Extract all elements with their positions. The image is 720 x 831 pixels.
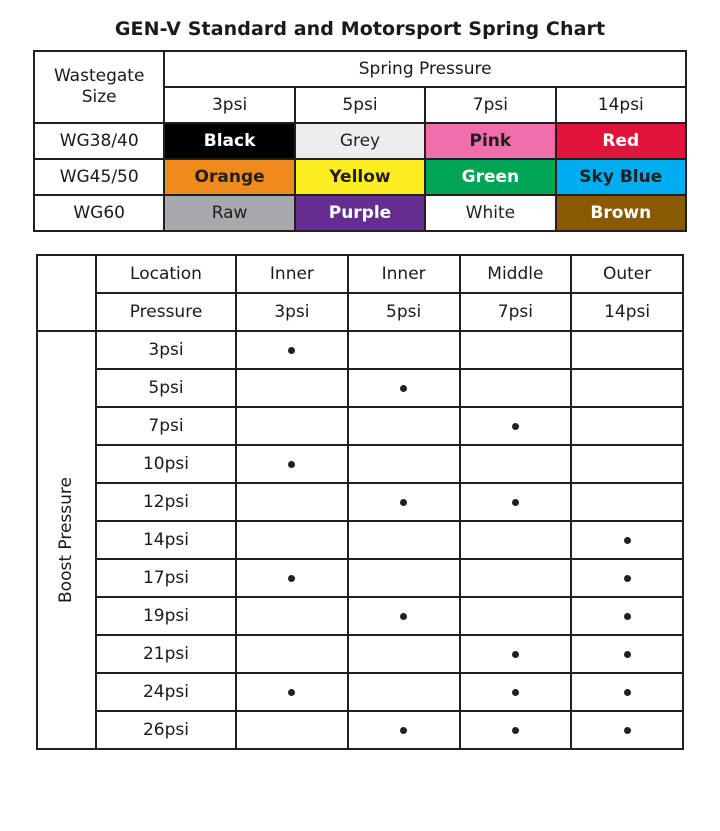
table-row	[34, 195, 686, 231]
boost-row-label: 12psi	[96, 483, 236, 521]
boost-row-label: 7psi	[96, 407, 236, 445]
boost-cell-empty	[571, 331, 683, 369]
wastegate-size-header-line2: Size	[81, 87, 117, 107]
boost-cell-empty	[571, 407, 683, 445]
spring-color-cell: Sky Blue	[556, 159, 686, 195]
boost-cell-marked	[460, 483, 572, 521]
boost-row-label: 5psi	[96, 369, 236, 407]
spring-color-cell: Orange	[164, 159, 294, 195]
boost-cell-marked	[236, 673, 348, 711]
boost-cell-empty	[571, 369, 683, 407]
boost-cell-empty	[348, 445, 460, 483]
boost-chart-container	[36, 254, 684, 750]
table-row	[37, 597, 683, 635]
boost-cell-empty	[236, 407, 348, 445]
spring-col-header-4: 14psi	[556, 87, 686, 123]
boost-cell-empty	[348, 331, 460, 369]
spring-color-cell: Black	[164, 123, 294, 159]
boost-cell-empty	[236, 483, 348, 521]
table-row	[37, 293, 683, 331]
table-row	[37, 445, 683, 483]
boost-row-label: 10psi	[96, 445, 236, 483]
boost-column-header: 7psi	[460, 293, 572, 331]
boost-pressure-table	[36, 254, 684, 750]
wastegate-size-header	[34, 51, 164, 123]
boost-cell-empty	[236, 597, 348, 635]
table-row	[37, 483, 683, 521]
spring-color-cell: Raw	[164, 195, 294, 231]
spring-color-cell: Green	[425, 159, 555, 195]
boost-cell-marked	[236, 559, 348, 597]
boost-cell-empty	[236, 635, 348, 673]
boost-cell-empty	[460, 597, 572, 635]
boost-cell-empty	[236, 711, 348, 749]
boost-row-label: 26psi	[96, 711, 236, 749]
boost-cell-marked	[571, 521, 683, 559]
boost-cell-marked	[348, 597, 460, 635]
boost-cell-marked	[236, 331, 348, 369]
boost-column-header: 14psi	[571, 293, 683, 331]
table-row	[37, 331, 683, 369]
table-row	[37, 673, 683, 711]
boost-cell-empty	[460, 445, 572, 483]
boost-cell-marked	[348, 483, 460, 521]
boost-cell-marked	[571, 711, 683, 749]
boost-cell-marked	[460, 635, 572, 673]
boost-cell-empty	[571, 445, 683, 483]
boost-cell-marked	[571, 635, 683, 673]
boost-cell-marked	[460, 673, 572, 711]
wastegate-size-cell: WG60	[34, 195, 164, 231]
boost-cell-empty	[571, 483, 683, 521]
boost-column-header: Outer	[571, 255, 683, 293]
boost-cell-empty	[460, 331, 572, 369]
boost-header-label: Pressure	[96, 293, 236, 331]
boost-cell-marked	[236, 445, 348, 483]
boost-column-header: Middle	[460, 255, 572, 293]
boost-cell-marked	[348, 711, 460, 749]
boost-cell-empty	[460, 369, 572, 407]
spring-col-header-2: 5psi	[295, 87, 425, 123]
table-row	[34, 51, 686, 87]
boost-cell-empty	[460, 559, 572, 597]
table-row	[37, 255, 683, 293]
boost-row-label: 24psi	[96, 673, 236, 711]
boost-column-header: 3psi	[236, 293, 348, 331]
table-row	[34, 159, 686, 195]
boost-cell-marked	[571, 673, 683, 711]
boost-corner-blank	[37, 255, 96, 293]
spring-chart-container	[33, 50, 687, 232]
table-row	[37, 559, 683, 597]
spring-col-header-3: 7psi	[425, 87, 555, 123]
boost-cell-empty	[236, 369, 348, 407]
spring-col-header-1: 3psi	[164, 87, 294, 123]
boost-row-label: 3psi	[96, 331, 236, 369]
boost-cell-empty	[348, 407, 460, 445]
boost-column-header: Inner	[236, 255, 348, 293]
boost-cell-empty	[348, 635, 460, 673]
table-row	[37, 407, 683, 445]
boost-cell-marked	[571, 597, 683, 635]
table-row	[37, 635, 683, 673]
boost-cell-empty	[236, 521, 348, 559]
boost-header-label: Location	[96, 255, 236, 293]
boost-cell-marked	[571, 559, 683, 597]
boost-row-label: 21psi	[96, 635, 236, 673]
boost-column-header: Inner	[348, 255, 460, 293]
spring-color-cell: Red	[556, 123, 686, 159]
table-row	[37, 521, 683, 559]
boost-row-label: 14psi	[96, 521, 236, 559]
spring-color-cell: White	[425, 195, 555, 231]
spring-pressure-group-header: Spring Pressure	[164, 51, 686, 87]
boost-cell-empty	[348, 559, 460, 597]
boost-column-header: 5psi	[348, 293, 460, 331]
boost-cell-empty	[348, 673, 460, 711]
boost-corner-blank	[37, 293, 96, 331]
boost-cell-empty	[348, 521, 460, 559]
boost-cell-empty	[460, 521, 572, 559]
wastegate-size-cell: WG38/40	[34, 123, 164, 159]
table-row	[37, 369, 683, 407]
boost-row-label: 17psi	[96, 559, 236, 597]
wastegate-size-header-line1: Wastegate	[53, 65, 145, 86]
spring-color-cell: Grey	[295, 123, 425, 159]
wastegate-size-cell: WG45/50	[34, 159, 164, 195]
spring-color-cell: Purple	[295, 195, 425, 231]
boost-pressure-axis-label: Boost Pressure	[37, 331, 96, 749]
boost-row-label: 19psi	[96, 597, 236, 635]
boost-cell-marked	[348, 369, 460, 407]
table-row	[34, 123, 686, 159]
spring-color-cell: Yellow	[295, 159, 425, 195]
spring-color-cell: Pink	[425, 123, 555, 159]
boost-cell-marked	[460, 407, 572, 445]
page-title: GEN-V Standard and Motorsport Spring Chart	[114, 18, 606, 40]
table-row	[37, 711, 683, 749]
boost-cell-marked	[460, 711, 572, 749]
spring-color-cell: Brown	[556, 195, 686, 231]
spring-pressure-table	[33, 50, 687, 232]
